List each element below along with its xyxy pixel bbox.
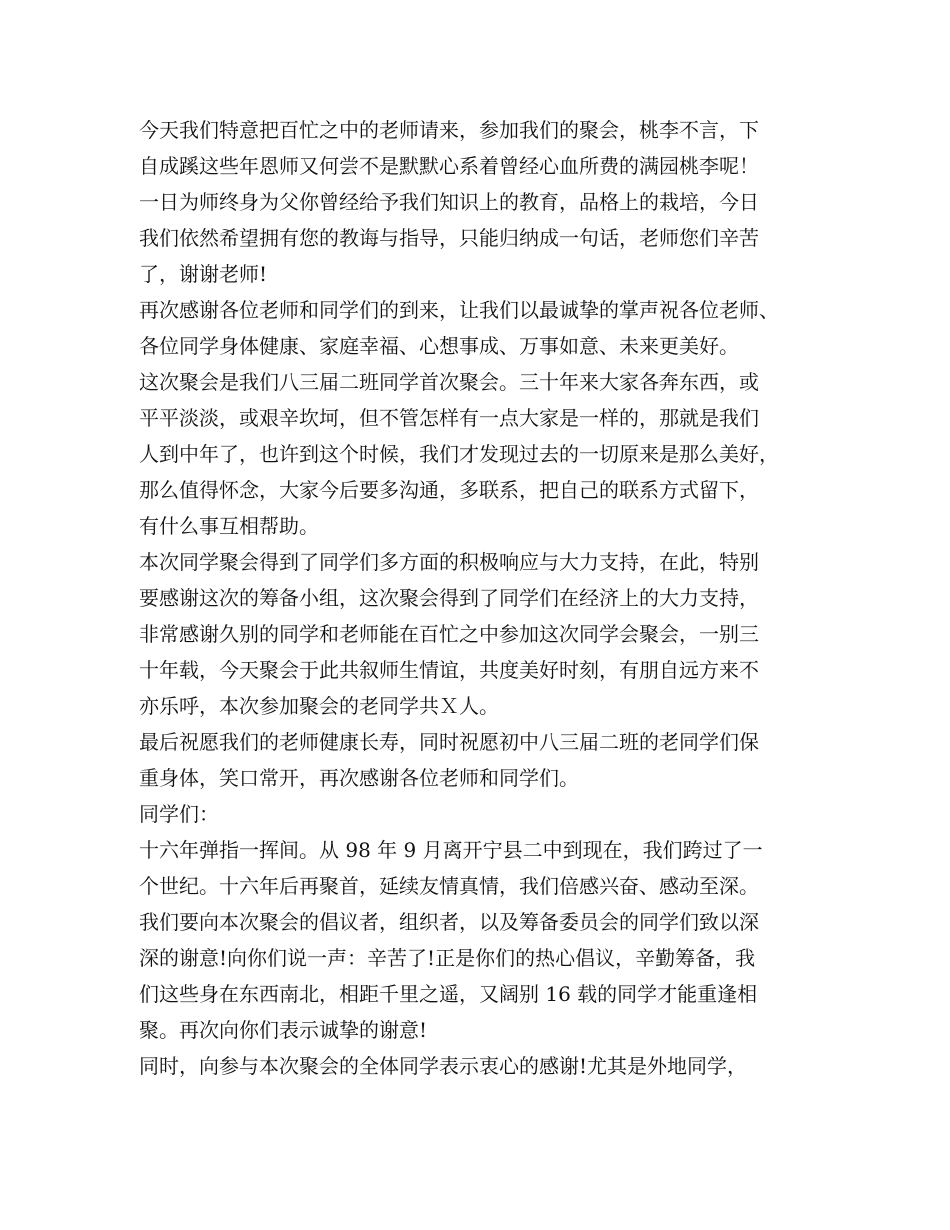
text-line-22: 个世纪。十六年后再聚首，延续友情真情，我们倍感兴奋、感动至深。: [139, 874, 759, 898]
text-line-10: 人到中年了，也许到这个时候，我们才发现过去的一切原来是那么美好，: [139, 442, 779, 466]
text-line-2: 自成蹊这些年恩师又何尝不是默默心系着曾经心血所费的满园桃李呢！: [139, 154, 759, 178]
text-line-17: 亦乐呼，本次参加聚会的老同学共Ｘ人。: [139, 694, 499, 718]
text-line-19: 重身体，笑口常开，再次感谢各位老师和同学们。: [139, 766, 579, 790]
text-line-27: 同时，向参与本次聚会的全体同学表示衷心的感谢!尤其是外地同学，: [139, 1054, 748, 1078]
text-line-14: 要感谢这次的筹备小组，这次聚会得到了同学们在经济上的大力支持，: [139, 586, 759, 610]
text-line-20: 同学们：: [139, 802, 219, 826]
text-line-16: 十年载，今天聚会于此共叙师生情谊，共度美好时刻，有朋自远方来不: [139, 658, 759, 682]
text-line-3: 一日为师终身为父你曾经给予我们知识上的教育，品格上的栽培，今日: [139, 190, 759, 214]
text-line-9: 平平淡淡，或艰辛坎坷，但不管怎样有一点大家是一样的，那就是我们: [139, 406, 759, 430]
text-line-23: 我们要向本次聚会的倡议者，组织者，以及筹备委员会的同学们致以深: [139, 910, 759, 934]
text-line-5: 了，谢谢老师!: [139, 262, 268, 286]
text-line-13: 本次同学聚会得到了同学们多方面的积极响应与大力支持，在此，特别: [139, 550, 759, 574]
text-line-11: 那么值得怀念，大家今后要多沟通，多联系，把自己的联系方式留下，: [139, 478, 759, 502]
text-line-24: 深的谢意!向你们说一声：辛苦了!正是你们的热心倡议，辛勤筹备，我: [139, 946, 756, 970]
text-line-26: 聚。再次向你们表示诚挚的谢意!: [139, 1018, 428, 1042]
text-line-15: 非常感谢久别的同学和老师能在百忙之中参加这次同学会聚会，一别三: [139, 622, 759, 646]
text-line-4: 我们依然希望拥有您的教诲与指导，只能归纳成一句话，老师您们辛苦: [139, 226, 759, 250]
text-line-7: 各位同学身体健康、家庭幸福、心想事成、万事如意、未来更美好。: [139, 334, 739, 358]
text-line-21: 十六年弹指一挥间。从 98 年 9 月离开宁县二中到现在，我们跨过了一: [139, 838, 763, 862]
text-line-1: 今天我们特意把百忙之中的老师请来，参加我们的聚会，桃李不言，下: [139, 118, 759, 142]
text-line-8: 这次聚会是我们八三届二班同学首次聚会。三十年来大家各奔东西，或: [139, 370, 759, 394]
text-line-6: 再次感谢各位老师和同学们的到来，让我们以最诚挚的掌声祝各位老师、: [139, 298, 779, 322]
text-line-18: 最后祝愿我们的老师健康长寿，同时祝愿初中八三届二班的老同学们保: [139, 730, 759, 754]
text-line-25: 们这些身在东西南北，相距千里之遥，又阔别 16 载的同学才能重逢相: [139, 982, 758, 1006]
text-line-12: 有什么事互相帮助。: [139, 514, 319, 538]
document-body: [139, 112, 829, 1084]
